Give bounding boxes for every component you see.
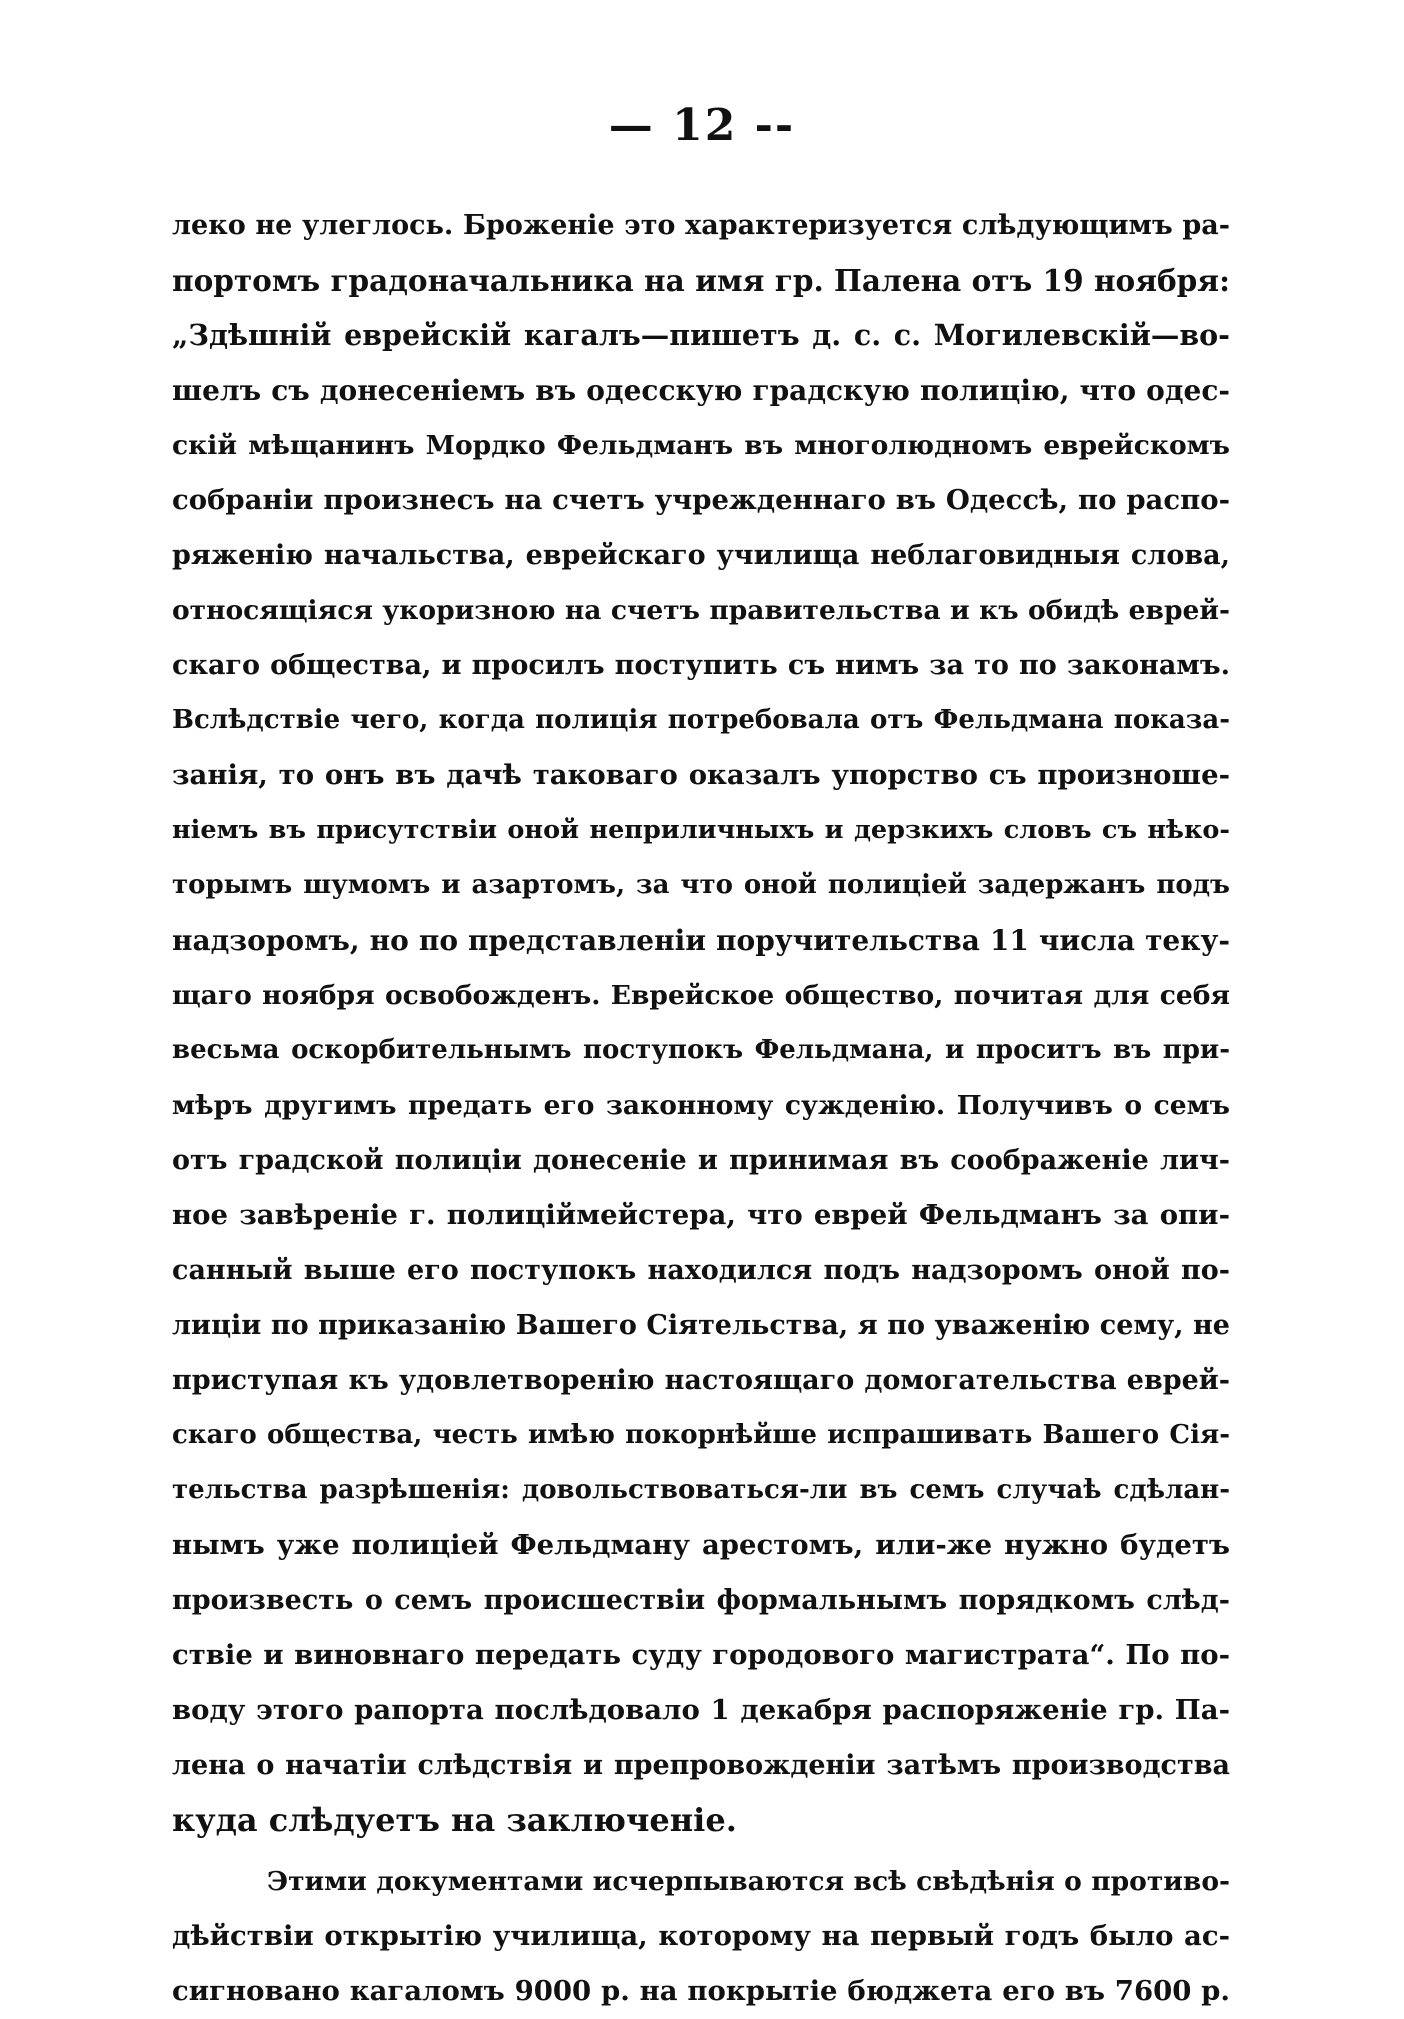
text-line: куда слѣдуетъ на заключеніе. — [172, 1801, 737, 1839]
text-line: мѣръ другимъ предать его законному сужденію. Получивъ о семъ — [172, 1090, 1230, 1121]
text-line: „Здѣшній еврейскій кагалъ—пишетъ д. с. с. Могилевскій—во- — [172, 318, 1230, 352]
paragraph-1 — [172, 198, 1230, 1848]
page-number: — 12 -- — [608, 100, 796, 151]
text-line: портомъ градоначальника на имя гр. Палена отъ 19 ноября: — [172, 263, 1230, 298]
text-line: торымъ шумомъ и азартомъ, за что оной полиціей задержанъ подъ — [172, 870, 1230, 900]
paragraph-2 — [172, 1854, 1230, 2019]
text-line: сигновано кагаломъ 9000 р. на покрытіе бюджета его въ 7600 р. — [172, 1975, 1230, 2007]
text-line: скаго общества, и просилъ поступить съ нимъ за то по законамъ. — [172, 650, 1230, 681]
text-line: шелъ съ донесеніемъ въ одесскую градскую полицію, что одес- — [172, 374, 1230, 407]
text-line: лена о начатіи слѣдствія и препровожденіи затѣмъ производства — [172, 1750, 1230, 1781]
text-line: ніемъ въ присутствіи оной неприличныхъ и дерзкихъ словъ съ нѣко- — [172, 815, 1230, 845]
text-line: дѣйствіи открытію училища, которому на первый годъ было ас- — [172, 1920, 1230, 1952]
text-line: щаго ноября освобожденъ. Еврейское общество, почитая для себя — [172, 980, 1230, 1011]
text-line: нымъ уже полиціей Фельдману арестомъ, или-же нужно будетъ — [172, 1529, 1230, 1561]
text-line: произвесть о семъ происшествіи формальнымъ порядкомъ слѣд- — [172, 1585, 1230, 1616]
text-line: относящіяся укоризною на счетъ правительства и къ обидѣ еврей- — [172, 595, 1230, 626]
text-line: лиціи по приказанію Вашего Сіятельства, я по уваженію сему, не — [172, 1310, 1230, 1341]
text-line: Вслѣдствіе чего, когда полиція потребовала отъ Фельдмана показа- — [172, 705, 1230, 735]
text-body — [172, 198, 1230, 2019]
text-line: тельства разрѣшенія: довольствоваться-ли въ семъ случаѣ сдѣлан- — [172, 1475, 1230, 1505]
text-line: воду этого рапорта послѣдовало 1 декабря распоряженіе гр. Па- — [172, 1694, 1230, 1726]
text-line: надзоромъ, но по представленіи поручительства 11 числа теку- — [172, 924, 1230, 957]
text-line: весьма оскорбительнымъ поступокъ Фельдмана, и проситъ въ при- — [172, 1035, 1230, 1065]
text-line: ряженію начальства, еврейскаго училища неблаговидныя слова, — [172, 540, 1230, 571]
text-line: санный выше его поступокъ находился подъ надзоромъ оной по- — [172, 1255, 1230, 1286]
text-line: ствіе и виновнаго передать суду городового магистрата“. По по- — [172, 1639, 1230, 1671]
text-line: собраніи произнесъ на счетъ учрежденнаго въ Одессѣ, по распо- — [172, 484, 1230, 516]
text-line: скій мѣщанинъ Мордко Фельдманъ въ многолюдномъ еврейскомъ — [172, 430, 1230, 461]
text-line: ное завѣреніе г. полиціймейстера, что еврей Фельдманъ за опи- — [172, 1199, 1230, 1231]
text-line: леко не улеглось. Броженіе это характеризуется слѣдующимъ ра- — [172, 210, 1230, 241]
text-line: Этими документами исчерпываются всѣ свѣдѣнія о противо- — [267, 1866, 1230, 1897]
text-line: скаго общества, честь имѣю покорнѣйше испрашивать Вашего Сія- — [172, 1420, 1230, 1450]
text-line: отъ градской полиціи донесеніе и принимая въ соображеніе лич- — [172, 1145, 1230, 1176]
text-line: приступая къ удовлетворенію настоящаго домогательства еврей- — [172, 1365, 1230, 1396]
text-line: занія, то онъ въ дачѣ таковаго оказалъ упорство съ произноше- — [172, 759, 1230, 791]
